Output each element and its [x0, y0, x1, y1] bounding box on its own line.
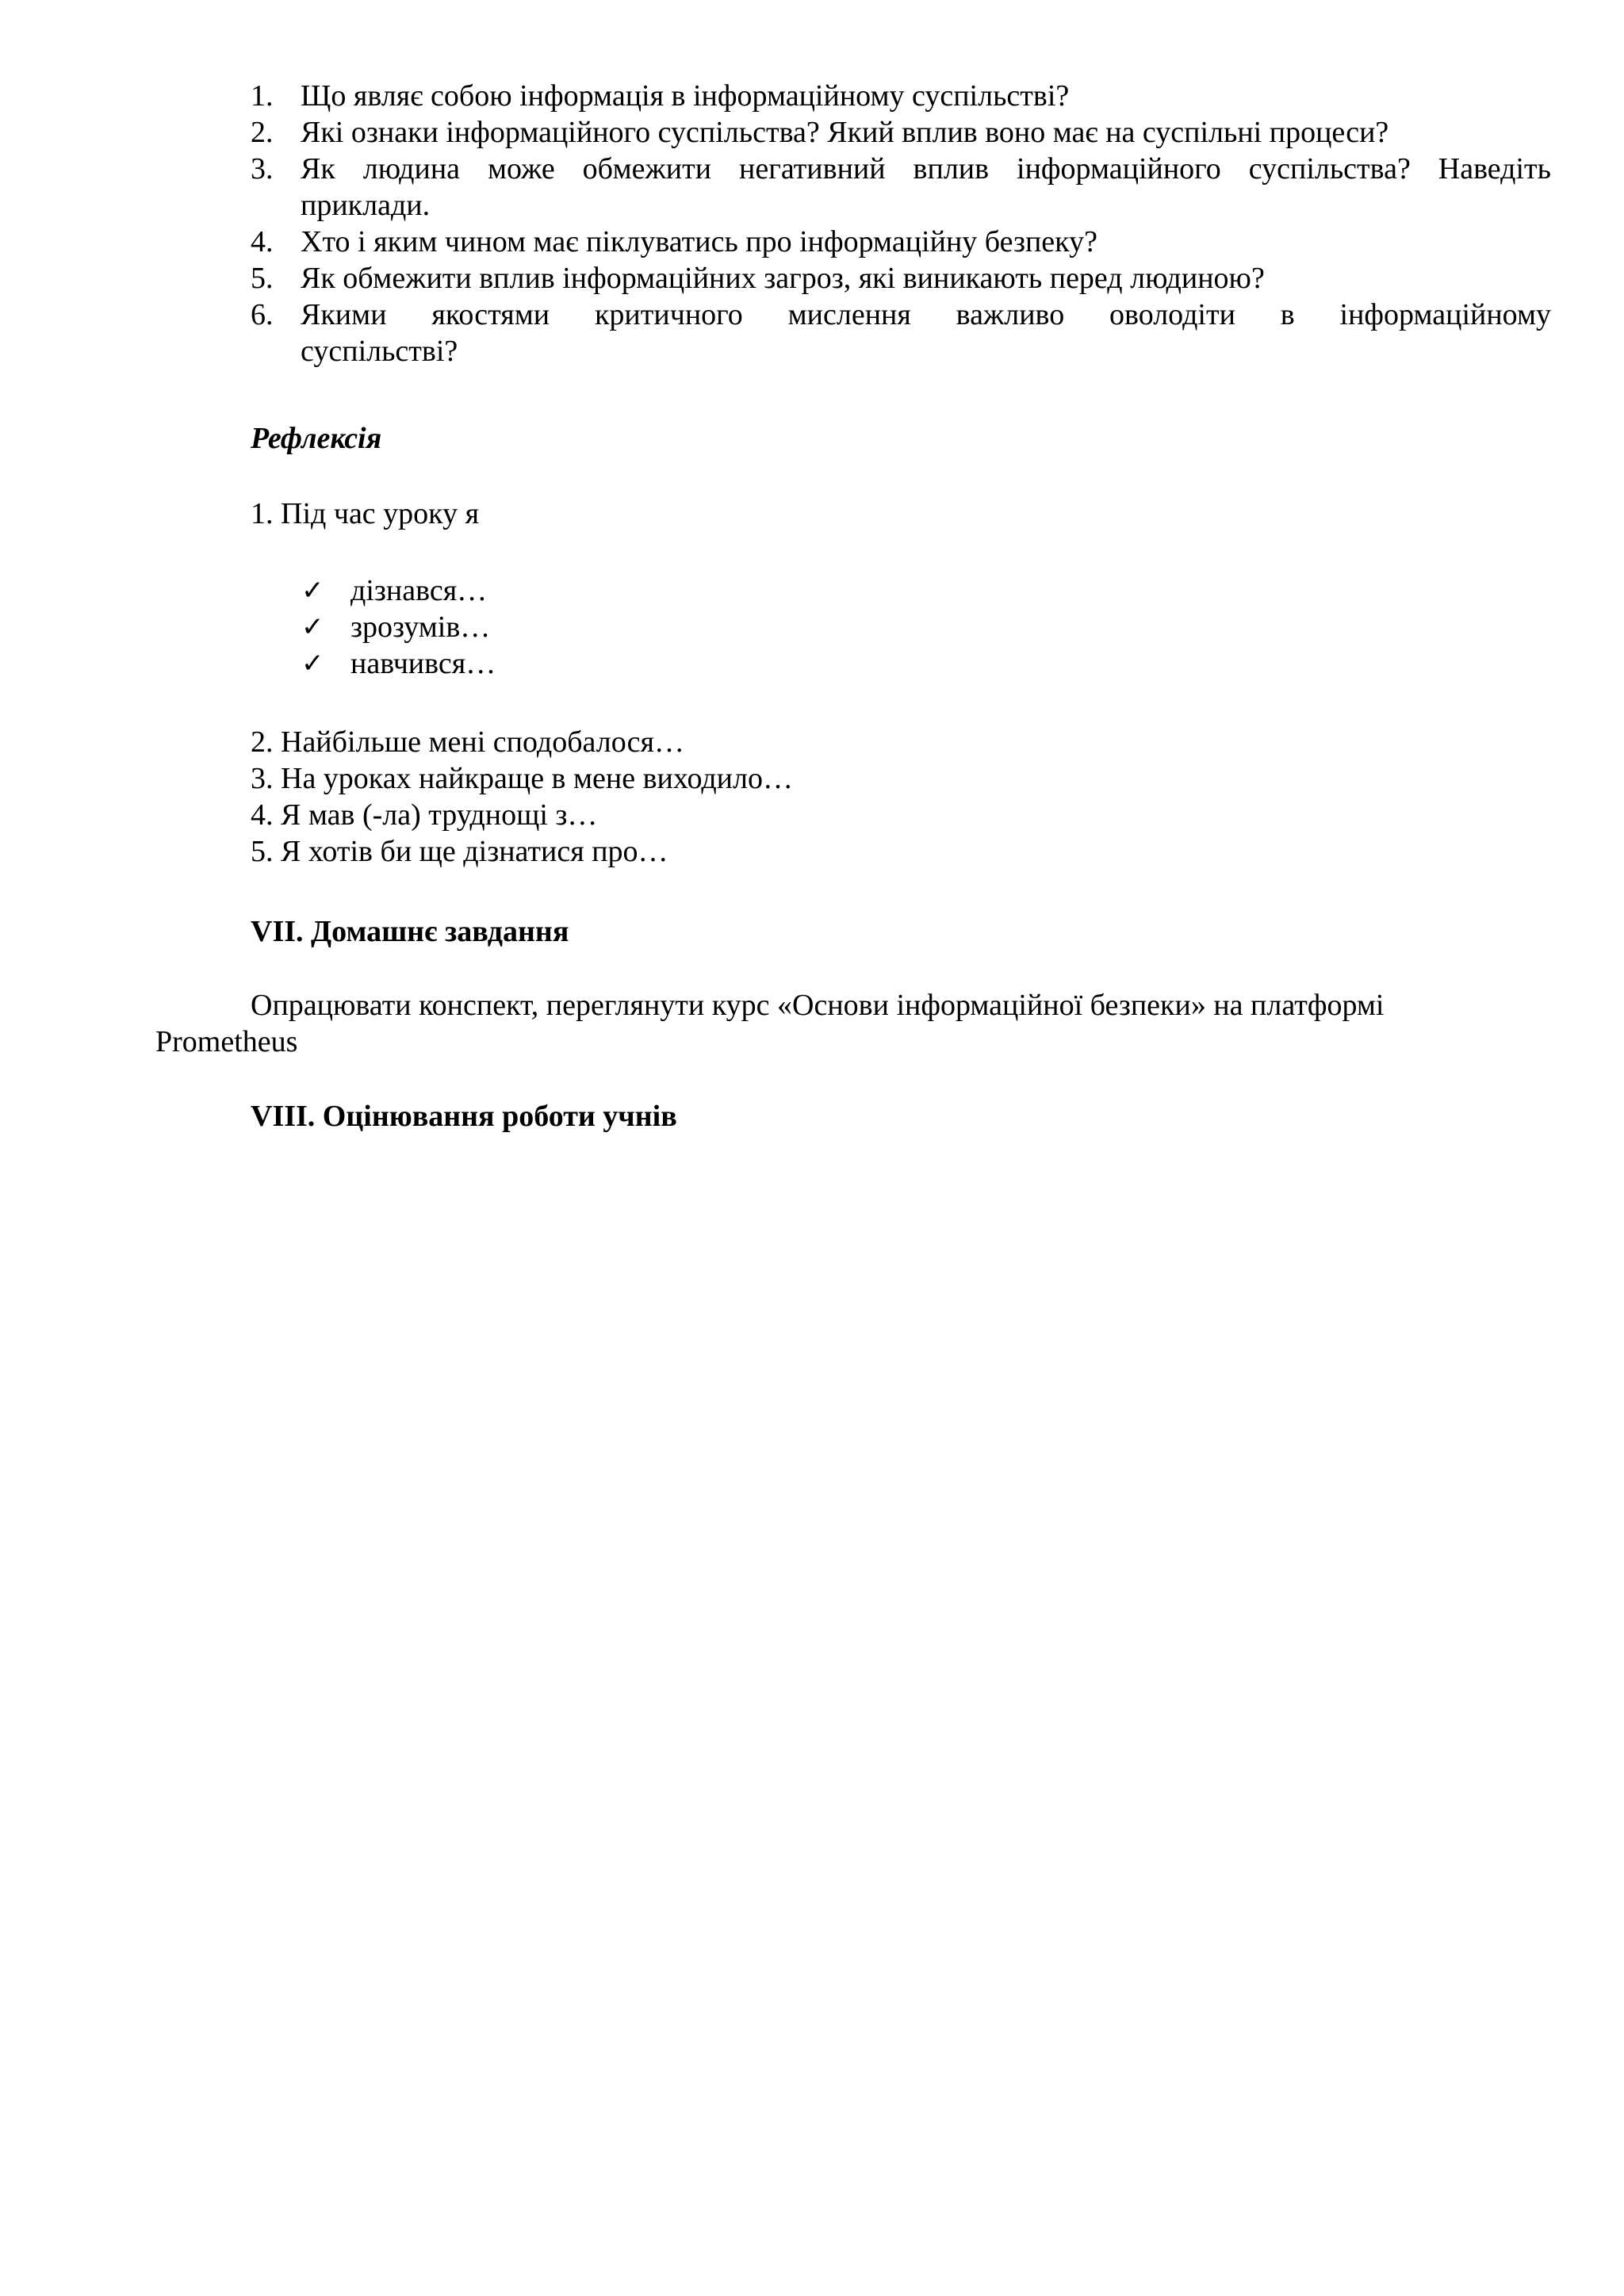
question-item: [251, 260, 1551, 297]
homework-text-line2: Prometheus: [155, 1025, 298, 1058]
check-icon: ✓: [301, 575, 324, 607]
check-icon: ✓: [301, 611, 324, 643]
assessment-heading: VIII. Оцінювання роботи учнів: [251, 1100, 677, 1133]
reflection-heading: Рефлексія: [251, 422, 382, 455]
question-number: 5.: [251, 262, 274, 295]
homework-text-line1: Опрацювати конспект, переглянути курс «Основи інформаційної безпеки» на платформі: [251, 989, 1385, 1022]
reflection-item: 2. Найбільше мені сподобалося…: [251, 725, 684, 759]
question-number: 6.: [251, 298, 274, 331]
question-number: 1.: [251, 79, 274, 113]
question-text: Які ознаки інформаційного суспільства? Який вплив воно має на суспільні процеси?: [301, 116, 1389, 149]
question-number: 3.: [251, 152, 274, 186]
reflection-item: 4. Я мав (-ла) труднощі з…: [251, 798, 598, 832]
question-text-continued: приклади.: [301, 189, 431, 222]
reflection-items: [251, 724, 793, 870]
question-text: Якими якостями критичного мислення важливо оволодіти в інформаційному: [301, 298, 1551, 331]
homework-heading: VII. Домашнє завдання: [251, 915, 569, 948]
reflection-checklist: [301, 572, 496, 682]
homework-paragraph: [155, 987, 1503, 1060]
question-text: Як людина може обмежити негативний вплив інформаційного суспільства? Наведіть: [301, 152, 1551, 186]
checklist-item: [301, 645, 496, 682]
reflection-item: 5. Я хотів би ще дізнатися про…: [251, 835, 668, 868]
question-item: [251, 297, 1551, 369]
check-icon: ✓: [301, 648, 324, 679]
question-number: 2.: [251, 116, 274, 149]
checklist-item-text: навчився…: [350, 647, 496, 680]
checklist-item: [301, 609, 496, 645]
checklist-item-text: дізнався…: [350, 574, 488, 607]
question-text: Що являє собою інформація в інформаційному суспільстві?: [301, 79, 1070, 113]
question-text-continued: суспільстві?: [301, 335, 458, 368]
questions-list: [251, 78, 1551, 369]
checklist-item: [301, 572, 496, 609]
reflection-item: 3. На уроках найкраще в мене виходило…: [251, 762, 793, 795]
checklist-item-text: зрозумів…: [350, 610, 491, 644]
question-item: [251, 224, 1551, 260]
question-item: [251, 114, 1551, 151]
reflection-intro: 1. Під час уроку я: [251, 497, 480, 530]
question-item: [251, 78, 1551, 114]
question-number: 4.: [251, 225, 274, 258]
question-text: Як обмежити вплив інформаційних загроз, які виникають перед людиною?: [301, 262, 1265, 295]
question-text: Хто і яким чином має піклуватись про інформаційну безпеку?: [301, 225, 1097, 258]
question-item: [251, 151, 1551, 224]
